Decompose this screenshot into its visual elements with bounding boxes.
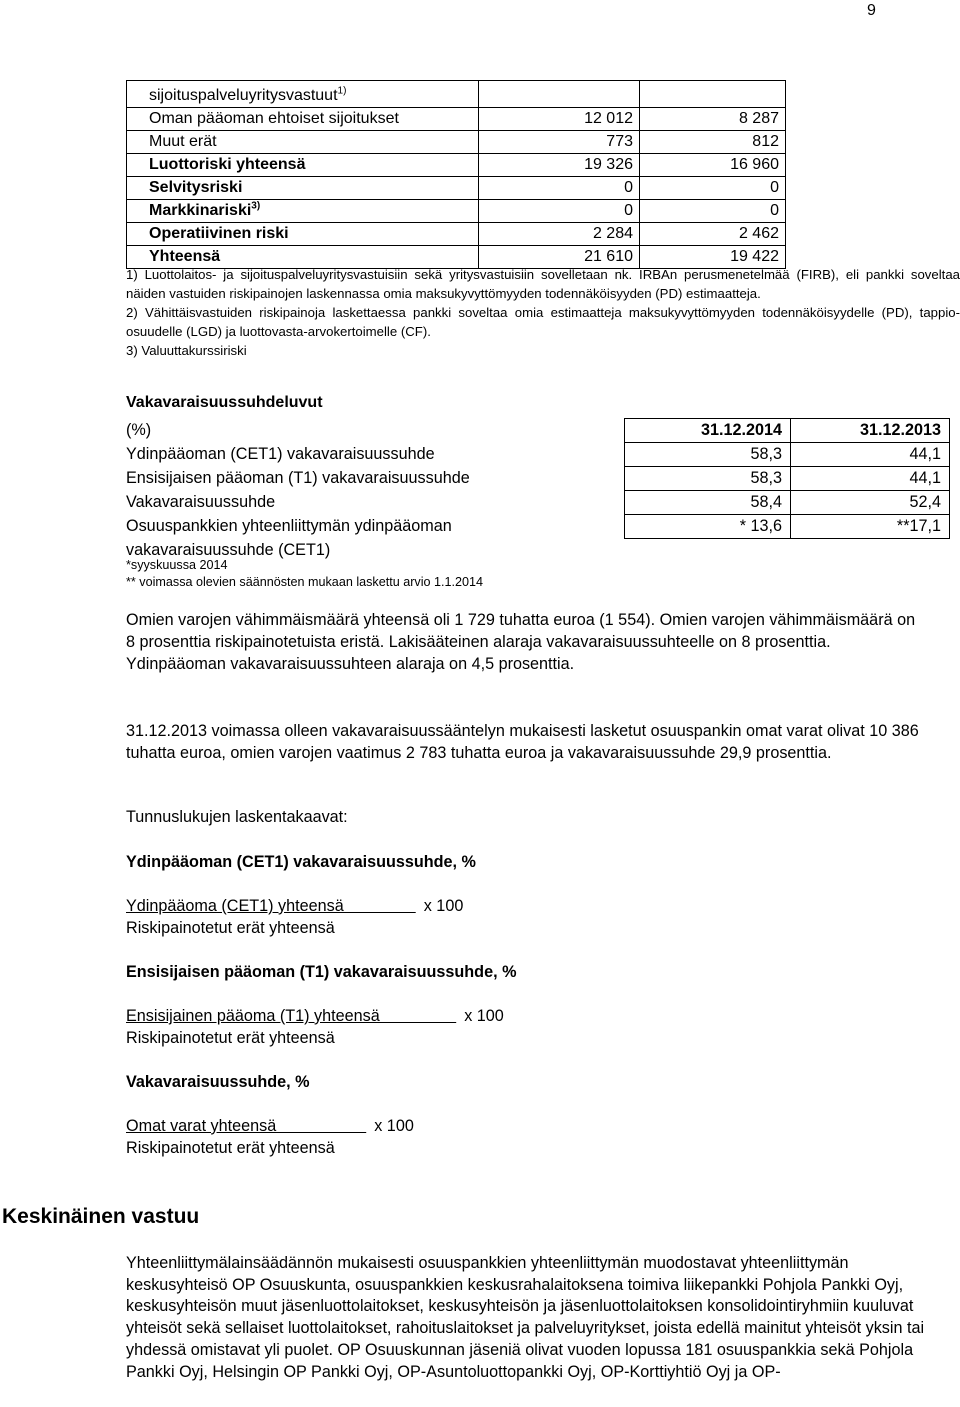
row-label: Selvitysriski (127, 177, 479, 200)
capital-ratio-title: Vakavaraisuussuhdeluvut (126, 394, 323, 411)
formulas-intro: Tunnuslukujen laskentakaavat: (126, 808, 348, 826)
table-row (127, 154, 786, 177)
row-label: Operatiivinen riski (127, 223, 479, 246)
value-2013: **17,1 (791, 515, 950, 539)
footnote: 1) Luottolaitos- ja sijoituspalveluyritysvastuisiin sekä yritysvastuisiin sovelletaan nk. IRBAn perusmenetelmää (FIRB), eli pankki soveltaa näiden vastuiden riskipainojen laskennassa omia maksukyvyttömyyden todennäköisyyden (PD) estimaatteja. (126, 267, 960, 301)
value-2013: 0 (640, 200, 786, 223)
row-label: Ensisijaisen pääoman (T1) vakavaraisuussuhde (126, 468, 470, 487)
value-2013: 19 422 (640, 246, 786, 269)
table-row (127, 131, 786, 154)
capital-ratio-notes (126, 557, 483, 591)
value-2014: 773 (479, 131, 640, 154)
value-2013: 8 287 (640, 108, 786, 131)
formula-denominator: Riskipainotetut erät yhteensä (126, 1029, 335, 1047)
row-label: Yhteensä (127, 246, 479, 269)
value-2013: 812 (640, 131, 786, 154)
row-label: Muut erät (127, 131, 479, 154)
row-label: Ydinpääoman (CET1) vakavaraisuussuhde (126, 444, 435, 463)
formula-denominator: Riskipainotetut erät yhteensä (126, 919, 335, 937)
value-2014: 2 284 (479, 223, 640, 246)
column-header: 31.12.2014 (625, 419, 791, 443)
table-row (127, 81, 786, 108)
footnote: 3) Valuuttakurssiriski (126, 343, 247, 358)
table-row (126, 491, 950, 515)
row-label: Oman pääoman ehtoiset sijoitukset (127, 108, 479, 131)
value-2013: 44,1 (791, 467, 950, 491)
row-label: Luottoriski yhteensä (127, 154, 479, 177)
value-2013 (640, 81, 786, 108)
formula-numerator: Ydinpääoma (CET1) yhteensä (126, 897, 416, 915)
value-2013: 52,4 (791, 491, 950, 515)
value-2014: 58,3 (625, 443, 791, 467)
table-row (127, 177, 786, 200)
formula-heading: Ensisijaisen pääoman (T1) vakavaraisuussuhde, % (126, 963, 517, 981)
value-2014: 58,3 (625, 467, 791, 491)
table-row (126, 515, 950, 539)
section-title: Keskinäinen vastuu (2, 1205, 200, 1228)
table-header-row (126, 419, 950, 443)
formula-heading: Vakavaraisuussuhde, % (126, 1073, 310, 1091)
value-2014: 58,4 (625, 491, 791, 515)
minimum-capital-paragraph: Omien varojen vähimmäismäärä yhteensä oli 1 729 tuhatta euroa (1 554). Omien varojen vähimmäismäärä on 8 prosenttia riskipainotetuista eristä. Lakisääteinen alaraja vakavaraisuussuhteelle on 8 prosenttia. Ydinpääoman vakavaraisuussuhteen alaraja on 4,5 prosenttia. (126, 611, 916, 673)
value-2014: * 13,6 (625, 515, 791, 539)
formula-multiplier: x 100 (464, 1007, 504, 1025)
formula-heading: Ydinpääoman (CET1) vakavaraisuussuhde, % (126, 853, 476, 871)
risk-table-footnotes (126, 265, 960, 360)
table-row (126, 467, 950, 491)
formula-multiplier: x 100 (374, 1117, 414, 1135)
capital-ratio-table (126, 418, 950, 562)
prior-year-paragraph: 31.12.2013 voimassa olleen vakavaraisuussääntelyn mukaisesti lasketut osuuspankin omat varat olivat 10 386 tuhatta euroa, omien varojen vaatimus 2 783 tuhatta euroa ja vakavaraisuussuhde 29,9 prosenttia. (126, 722, 919, 762)
formula-total (126, 1071, 414, 1159)
value-2014: 12 012 (479, 108, 640, 131)
table-row (126, 443, 950, 467)
table-row (127, 200, 786, 223)
value-2014 (479, 81, 640, 108)
table-row (127, 108, 786, 131)
formula-multiplier: x 100 (423, 897, 464, 915)
value-2013: 2 462 (640, 223, 786, 246)
formula-numerator: Omat varat yhteensä (126, 1117, 367, 1135)
section-body: Yhteenliittymälainsäädännön mukaisesti osuuspankkien yhteenliittymän muodostavat yhteenliittymän keskusyhteisö OP Osuuskunta, osuuspankkien keskusrahalaitoksena toimiva liikepankki Pohjola Pankki Oyj, keskusyhteisön muut jäsenluottolaitokset, keskusyhteisön ja jäsenluottolaitoksen konsolidointiryhmiin kuuluvat yhteisöt sekä sellaiset luottolaitokset, rahoituslaitokset ja palveluyritykset, joista edellä mainitut yhteisöt yksin tai yhdessä omistavat yli puolet. OP Osuuskunnan jäseniä olivat vuoden lopussa 181 osuuspankkia sekä Pohjola Pankki Oyj, Helsingin OP Pankki Oyj, OP-Asuntoluottopankki Oyj, OP-Korttiyhtiö Oyj ja OP- (126, 1254, 925, 1381)
row-label-continuation: vakavaraisuussuhde (CET1) (126, 540, 331, 559)
row-label: sijoituspalveluyritysvastuut$^{1)}$ (127, 81, 479, 108)
formula-numerator: Ensisijainen pääoma (T1) yhteensä (126, 1007, 457, 1025)
row-label: Osuuspankkien yhteenliittymän ydinpääoman (126, 516, 452, 535)
formula-denominator: Riskipainotetut erät yhteensä (126, 1139, 335, 1157)
footnote: 2) Vähittäisvastuiden riskipainoja laskettaessa pankki soveltaa omia estimaatteja maksukyvyttömyyden todennäköisyydelle (PD), tappio-osuudelle (LGD) ja luottovasta-arvokertoimelle (CF). (126, 305, 960, 339)
formula-cet1 (126, 851, 476, 939)
note: ** voimassa olevien säännösten mukaan laskettu arvio 1.1.2014 (126, 575, 484, 589)
column-header: 31.12.2013 (791, 419, 950, 443)
note: *syyskuussa 2014 (126, 558, 228, 572)
risk-table (126, 80, 786, 269)
unit-label: (%) (126, 420, 152, 439)
table-row (127, 223, 786, 246)
value-2013: 16 960 (640, 154, 786, 177)
row-label: Markkinariski$^{3)}$ (127, 200, 479, 223)
formula-t1 (126, 961, 516, 1049)
row-label: Vakavaraisuussuhde (126, 492, 276, 511)
value-2014: 0 (479, 177, 640, 200)
value-2014: 0 (479, 200, 640, 223)
value-2014: 19 326 (479, 154, 640, 177)
value-2014: 21 610 (479, 246, 640, 269)
value-2013: 44,1 (791, 443, 950, 467)
value-2013: 0 (640, 177, 786, 200)
page-number: 9 (867, 2, 876, 19)
